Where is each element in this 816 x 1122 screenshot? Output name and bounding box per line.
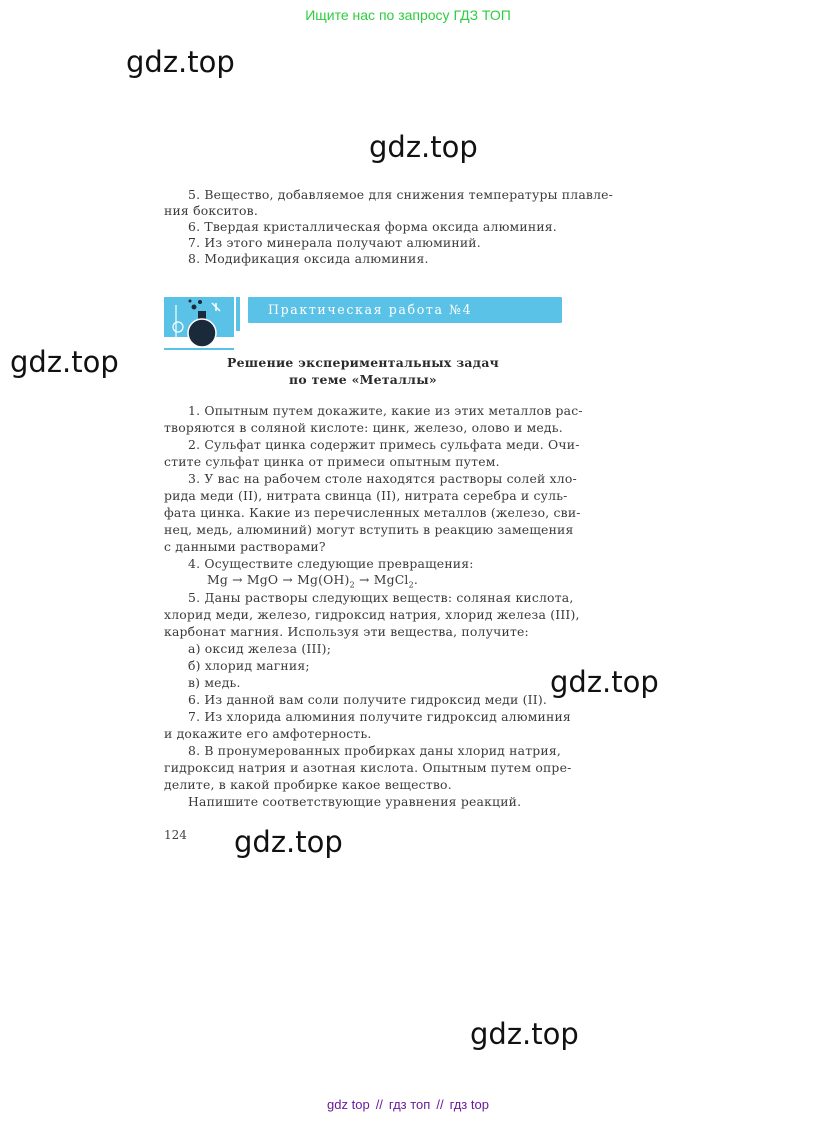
task-line: хлорид меди, железо, гидроксид натрия, хлорид железа (III),: [164, 607, 580, 622]
footer-links: [0, 1097, 816, 1112]
list-item: 5. Вещество, добавляемое для снижения температуры плавле-: [188, 187, 614, 202]
task-line: б) хлорид магния;: [188, 658, 310, 673]
task-line: с данными растворами?: [164, 539, 326, 554]
footer-separator: //: [375, 1097, 383, 1112]
task-line: рида меди (II), нитрата свинца (II), нитрата серебра и суль-: [164, 488, 568, 503]
watermark: gdz.top: [234, 825, 343, 859]
watermark: gdz.top: [369, 130, 478, 164]
section-header-bar: [248, 297, 562, 323]
task-title: по теме «Металлы»: [289, 372, 437, 387]
task-line: карбонат магния. Используя эти вещества, получите:: [164, 624, 529, 639]
list-item: 6. Твердая кристаллическая форма оксида алюминия.: [188, 219, 557, 234]
equation-part: .: [413, 572, 419, 587]
task-line: гидроксид натрия и азотная кислота. Опытным путем опре-: [164, 760, 572, 775]
task-line: 8. В пронумерованных пробирках даны хлорид натрия,: [188, 743, 561, 758]
equation-part: Mg → MgO → Mg(OH): [207, 572, 350, 587]
flask-icon: [164, 297, 234, 351]
watermark: gdz.top: [126, 45, 235, 79]
page-number: 124: [164, 828, 187, 842]
task-line: 3. У вас на рабочем столе находятся растворы солей хло-: [188, 471, 577, 486]
task-line: и докажите его амфотерность.: [164, 726, 372, 741]
chemical-equation: [207, 572, 418, 589]
task-line: творяются в соляной кислоте: цинк, железо, олово и медь.: [164, 420, 563, 435]
task-line: 4. Осуществите следующие превращения:: [188, 556, 474, 571]
watermark: gdz.top: [470, 1017, 579, 1051]
task-line: 5. Даны растворы следующих веществ: соляная кислота,: [188, 590, 574, 605]
top-search-banner: Ищите нас по запросу ГДЗ ТОП: [305, 7, 511, 23]
footer-link[interactable]: гдз топ: [388, 1097, 431, 1112]
task-line: нец, медь, алюминий) могут вступить в реакцию замещения: [164, 522, 574, 537]
watermark: gdz.top: [550, 665, 659, 699]
watermark: gdz.top: [10, 345, 119, 379]
task-line: фата цинка. Какие из перечисленных металлов (железо, сви-: [164, 505, 581, 520]
list-item: 7. Из этого минерала получают алюминий.: [188, 235, 481, 250]
task-line: 2. Сульфат цинка содержит примесь сульфата меди. Очи-: [188, 437, 580, 452]
footer-separator: //: [436, 1097, 444, 1112]
equation-subscript: 2: [408, 580, 414, 590]
task-line: в) медь.: [188, 675, 241, 690]
task-line: 6. Из данной вам соли получите гидроксид меди (II).: [188, 692, 547, 707]
task-line: 7. Из хлорида алюминия получите гидроксид алюминия: [188, 709, 571, 724]
task-line: стите сульфат цинка от примеси опытным путем.: [164, 454, 500, 469]
task-line: 1. Опытным путем докажите, какие из этих металлов рас-: [188, 403, 583, 418]
list-item: ния бокситов.: [164, 203, 258, 218]
equation-subscript: 2: [349, 580, 355, 590]
list-item: 8. Модификация оксида алюминия.: [188, 251, 429, 266]
task-line: Напишите соответствующие уравнения реакций.: [188, 794, 522, 809]
equation-part: → MgCl: [354, 572, 409, 587]
footer-link[interactable]: гдз top: [449, 1097, 489, 1112]
task-line: а) оксид железа (III);: [188, 641, 332, 656]
footer-link[interactable]: gdz top: [327, 1097, 370, 1112]
task-title: Решение экспериментальных задач: [226, 355, 500, 370]
task-line: делите, в какой пробирке какое вещество.: [164, 777, 452, 792]
header-divider: [236, 297, 240, 331]
section-header-title: Практическая работа №4: [268, 302, 473, 317]
